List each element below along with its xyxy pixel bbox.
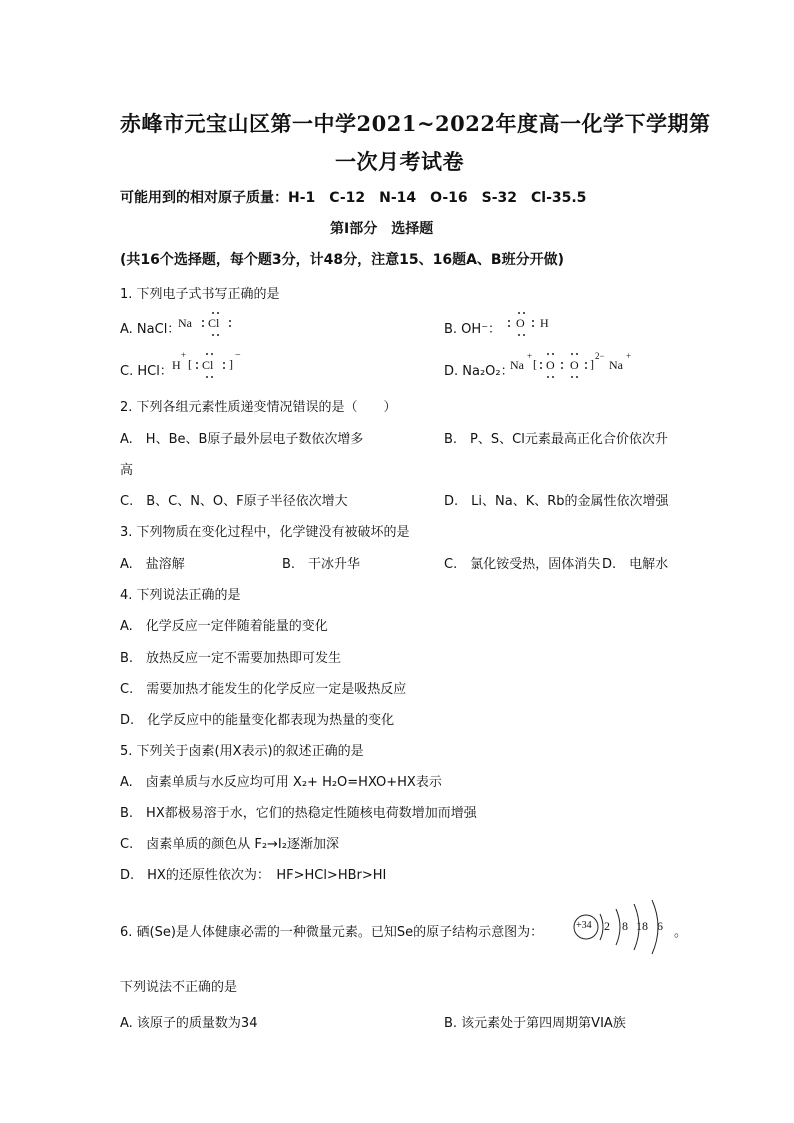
se-shell-3: 18 — [636, 919, 648, 933]
q3-option-c: C. 氯化铵受热，固体消失 — [444, 557, 601, 572]
q1-option-b-label: B. OH⁻： — [444, 322, 502, 337]
q1-option-a-label: A. NaCl： — [120, 322, 181, 337]
se-atomic-structure-diagram — [572, 896, 672, 958]
q1d-o2: O — [570, 358, 579, 372]
q1c-h: H — [172, 358, 181, 372]
q1-option-c-formula: H + [ Cl ] − — [172, 350, 262, 382]
q6-option-b: B. 该元素处于第四周期第VIA族 — [444, 1016, 626, 1031]
q2-option-c: C. B、C、N、O、F原子半径依次增大 — [120, 494, 348, 509]
q4-option-b: B. 放热反应一定不需要加热即可发生 — [120, 651, 342, 666]
se-shell-2: 8 — [622, 919, 628, 933]
q1a-cl: Cl — [208, 316, 220, 330]
q1-option-d-label: D. Na₂O₂： — [444, 364, 514, 379]
se-shell-1: 2 — [604, 919, 610, 933]
se-shell-4: 6 — [657, 919, 663, 933]
q2-option-d: D. Li、Na、K、Rb的金属性依次增强 — [444, 494, 669, 509]
q1d-charge: 2− — [595, 351, 605, 361]
question-1-stem: 1. 下列电子式书写正确的是 — [120, 287, 280, 302]
page-title-line2: 一次月考试卷 — [335, 149, 464, 174]
q1-option-a-formula — [178, 310, 248, 340]
section-note: (共16个选择题，每个题3分，计48分，注意15、16题A、B班分开做) — [120, 252, 564, 268]
q1b-h: H — [540, 316, 549, 330]
question-5-stem: 5. 下列关于卤素(用X表示)的叙述正确的是 — [120, 744, 364, 759]
atomic-masses: 可能用到的相对原子质量：H-1 C-12 N-14 O-16 S-32 Cl-35.5 — [120, 190, 587, 206]
q1d-o1: O — [546, 358, 555, 372]
question-6-sub: 下列说法不正确的是 — [120, 980, 238, 995]
q1-option-d-formula: Na + [ O O ] 2− Na + — [510, 350, 660, 382]
q4-option-a: A. 化学反应一定伴随着能量的变化 — [120, 619, 328, 634]
q5-option-b: B. HX都极易溶于水，它们的热稳定性随核电荷数增加而增强 — [120, 806, 477, 821]
section-heading: 第Ⅰ部分 选择题 — [330, 221, 434, 237]
question-6-stem: 6. 硒(Se)是人体健康必需的一种微量元素。已知Se的原子结构示意图为： — [120, 925, 544, 940]
q1d-plus1: + — [527, 351, 533, 361]
q2-option-a: A. H、Be、B原子最外层电子数依次增多 — [120, 432, 364, 447]
q1c-cl: Cl — [202, 358, 214, 372]
question-6-stem-end: 。 — [674, 925, 688, 940]
q1a-na: Na — [178, 316, 192, 330]
q1d-na1: Na — [510, 358, 524, 372]
q1c-plus: + — [181, 350, 187, 360]
q3-option-b: B. 干冰升华 — [282, 557, 361, 572]
page-title: 赤峰市元宝山区第一中学2021~2022年度高一化学下学期第 — [120, 111, 711, 136]
q3-option-d: D. 电解水 — [602, 557, 669, 572]
q5-option-c: C. 卤素单质的颜色从 F₂→I₂逐渐加深 — [120, 837, 339, 852]
q1d-na2: Na — [609, 358, 623, 372]
q1d-plus2: + — [626, 351, 632, 361]
q2-option-b: B. P、S、Cl元素最高正化合价依次升 — [444, 432, 668, 447]
q5-option-d: D. HX的还原性依次为： HF>HCl>HBr>HI — [120, 868, 387, 883]
q5-option-a: A. 卤素单质与水反应均可用 X₂+ H₂O=HXO+HX表示 — [120, 775, 442, 790]
q3-option-a: A. 盐溶解 — [120, 557, 185, 572]
question-3-stem: 3. 下列物质在变化过程中，化学键没有被破坏的是 — [120, 525, 410, 540]
q2-option-b-cont: 高 — [120, 463, 134, 478]
question-4-stem: 4. 下列说法正确的是 — [120, 588, 241, 603]
q6-option-a: A. 该原子的质量数为34 — [120, 1016, 258, 1031]
question-2-stem: 2. 下列各组元素性质递变情况错误的是（ ） — [120, 400, 397, 415]
q1-option-b-formula — [506, 310, 566, 340]
se-nucleus-charge: +34 — [576, 920, 592, 931]
q1c-minus: − — [235, 350, 241, 361]
q4-option-c: C. 需要加热才能发生的化学反应一定是吸热反应 — [120, 682, 407, 697]
q4-option-d: D. 化学反应中的能量变化都表现为热量的变化 — [120, 713, 395, 728]
q1-option-c-label: C. HCl： — [120, 364, 173, 379]
q1b-o: O — [516, 316, 525, 330]
